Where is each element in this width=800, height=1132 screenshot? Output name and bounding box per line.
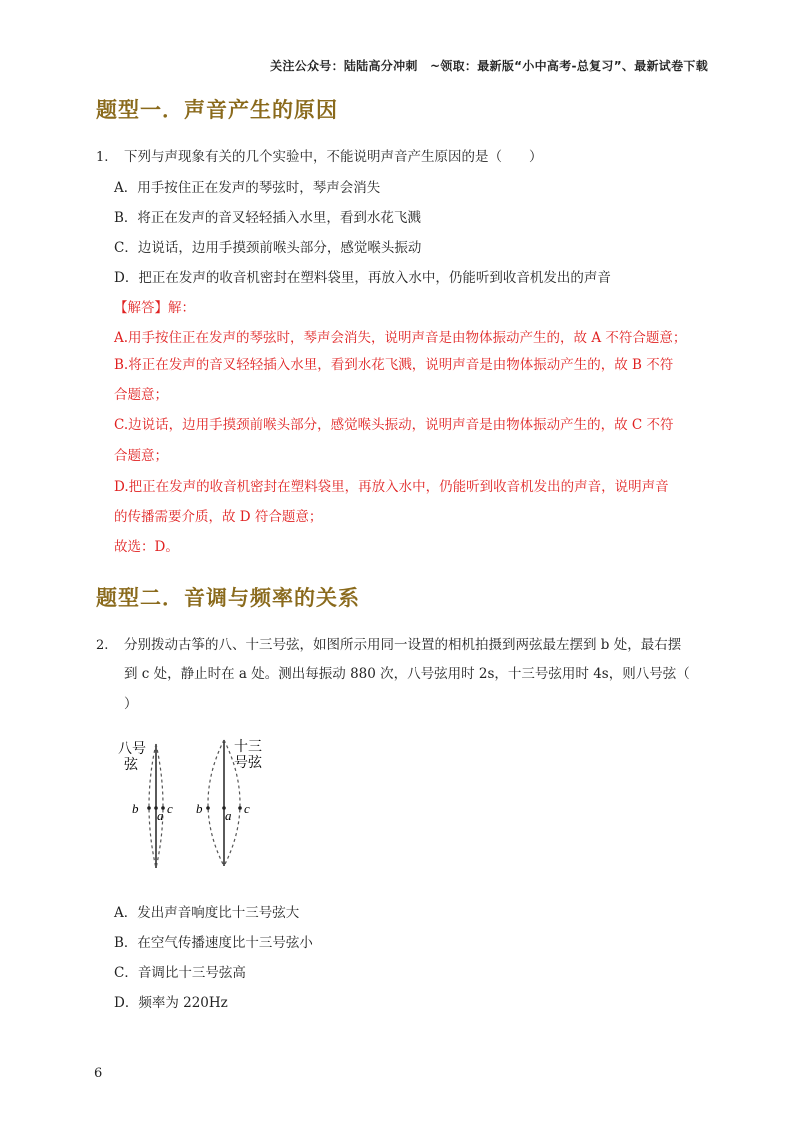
page-header: 关注公众号：陆陆高分冲刺 ~领取：最新版“小中高考-总复习”、最新试卷下载 xyxy=(270,59,708,73)
section-title-2: 题型二．音调与频率的关系 xyxy=(96,586,360,610)
question-stem: 下列与声现象有关的几个实验中，不能说明声音产生原因的是（ ） xyxy=(124,149,543,165)
right-label-c: c xyxy=(244,801,250,816)
option-a: A．用手按住正在发声的琴弦时，琴声会消失 xyxy=(114,180,381,196)
page-number: 6 xyxy=(94,1066,103,1081)
right-point-c xyxy=(238,806,242,810)
answer-choice: 故选：D。 xyxy=(114,539,179,555)
left-label-a: a xyxy=(157,808,164,823)
right-point-b xyxy=(206,806,210,810)
question-stem-line: ） xyxy=(124,696,138,712)
answer-line: B.将正在发声的音叉轻轻插入水里，看到水花飞溅，说明声音是由物体振动产生的，故 B 不符 xyxy=(114,357,674,373)
option-d: D．把正在发声的收音机密封在塑料袋里，再放入水中，仍能听到收音机发出的声音 xyxy=(114,270,611,286)
answer-line: C.边说话，边用手摸颈前喉头部分，感觉喉头振动，说明声音是由物体振动产生的，故 C 不符 xyxy=(114,417,674,433)
answer-line: A.用手按住正在发声的琴弦时，琴声会消失，说明声音是由物体振动产生的，故 A 不符合题意； xyxy=(114,330,687,346)
option-b: B．在空气传播速度比十三号弦小 xyxy=(114,935,313,951)
question-stem-line: 分别拨动古筝的八、十三号弦，如图所示用同一设置的相机拍摄到两弦最左摆到 b 处，最右摆 xyxy=(124,637,682,653)
string-vibration-figure xyxy=(112,736,288,872)
left-point-b xyxy=(147,806,151,810)
answer-line: 的传播需要介质，故 D 符合题意； xyxy=(114,509,323,525)
option-a: A．发出声音响度比十三号弦大 xyxy=(114,905,300,921)
option-b: B．将正在发声的音叉轻轻插入水里，看到水花飞溅 xyxy=(114,210,421,226)
left-string-right-swing xyxy=(156,744,163,868)
left-label-1: 八号 xyxy=(118,740,146,756)
right-string-left-swing xyxy=(208,740,224,866)
question-number: 1. xyxy=(96,150,109,165)
answer-label: 【解答】解： xyxy=(114,300,195,316)
option-c: C．音调比十三号弦高 xyxy=(114,965,246,981)
answer-line: D.把正在发声的收音机密封在塑料袋里，再放入水中，仍能听到收音机发出的声音，说明声音 xyxy=(114,479,669,495)
section-title-1: 题型一．声音产生的原因 xyxy=(96,98,338,122)
answer-line: 合题意； xyxy=(114,387,168,403)
right-label-1: 十三 xyxy=(234,738,262,754)
left-label-b: b xyxy=(132,801,139,816)
left-string-left-swing xyxy=(149,744,156,868)
left-label-2: 弦 xyxy=(124,756,138,772)
question-number: 2. xyxy=(96,638,109,653)
answer-line: 合题意； xyxy=(114,448,168,464)
right-label-b: b xyxy=(196,801,203,816)
option-c: C．边说话，边用手摸颈前喉头部分，感觉喉头振动 xyxy=(114,240,422,256)
right-label-2: 号弦 xyxy=(234,754,262,770)
right-label-a: a xyxy=(225,808,232,823)
question-stem-line: 到 c 处，静止时在 a 处。测出每振动 880 次，八号弦用时 2s，十三号弦用时 4s，则八号弦（ xyxy=(124,666,690,682)
option-d: D．频率为 220Hz xyxy=(114,995,228,1011)
left-label-c: c xyxy=(167,801,173,816)
